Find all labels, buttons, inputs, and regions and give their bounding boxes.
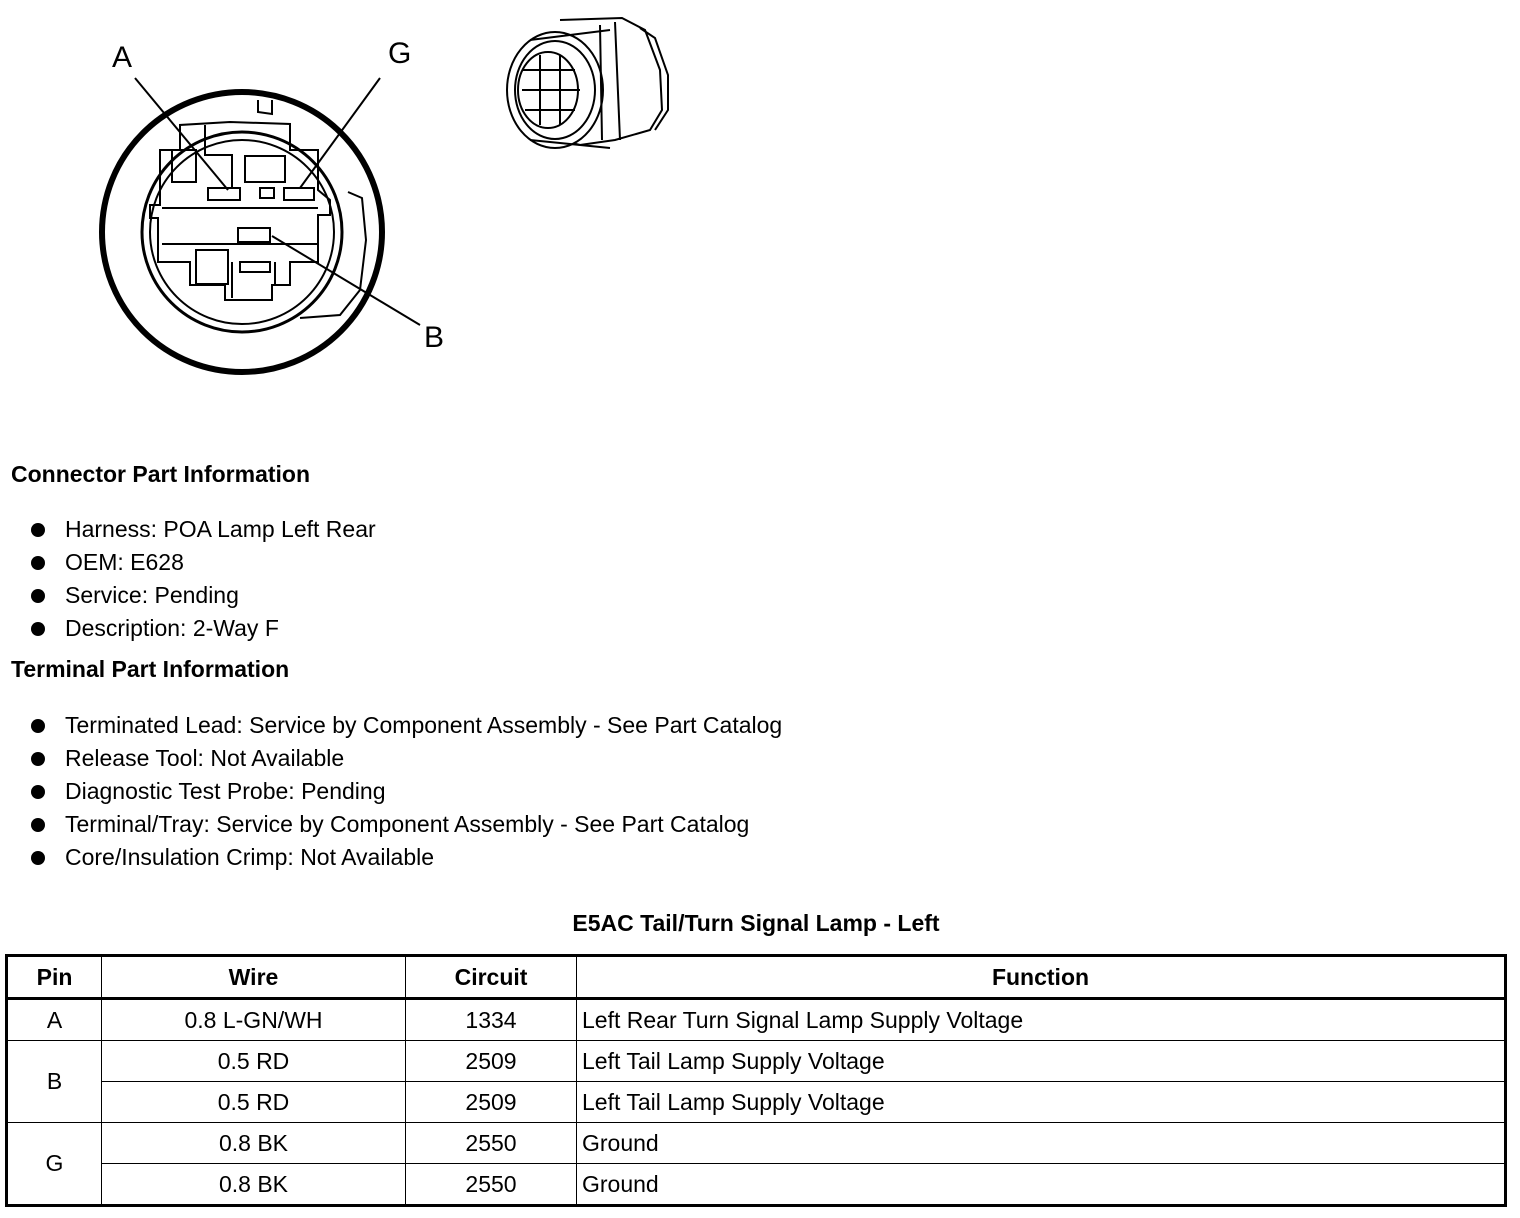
pin-label-a: A: [112, 41, 133, 74]
table-body: [7, 999, 1506, 1206]
cell-pin: G: [7, 1123, 102, 1206]
bullet-icon: [31, 818, 45, 832]
table-row: [7, 1123, 1506, 1164]
header-wire: Wire: [102, 956, 406, 999]
cell-wire: 0.8 BK: [102, 1123, 406, 1164]
cell-function: Left Tail Lamp Supply Voltage: [577, 1082, 1506, 1123]
cell-wire: 0.8 BK: [102, 1164, 406, 1206]
pin-label-b: B: [424, 321, 445, 354]
bullet-icon: [31, 523, 45, 537]
bullet-icon: [31, 785, 45, 799]
bullet-icon: [31, 752, 45, 766]
terminal-part-info-heading: Terminal Part Information: [11, 656, 290, 682]
cell-circuit: 2509: [406, 1041, 577, 1082]
list-item: [28, 742, 782, 775]
connector-face-view: [102, 78, 420, 372]
list-item-text: Terminal/Tray: Service by Component Assembly - See Part Catalog: [65, 811, 750, 837]
connector-part-info-list: [28, 513, 376, 645]
list-item-text: Harness: POA Lamp Left Rear: [65, 516, 376, 542]
header-function: Function: [577, 956, 1506, 999]
list-item: [28, 513, 376, 546]
connector-part-info-heading: Connector Part Information: [11, 461, 311, 487]
pin-label-g: G: [388, 37, 412, 70]
cell-function: Ground: [577, 1164, 1506, 1206]
table-title: E5AC Tail/Turn Signal Lamp - Left: [572, 910, 940, 936]
cell-wire: 0.5 RD: [102, 1041, 406, 1082]
cell-circuit: 2509: [406, 1082, 577, 1123]
cell-circuit: 2550: [406, 1123, 577, 1164]
list-item-text: Description: 2-Way F: [65, 615, 279, 641]
list-item: [28, 709, 782, 742]
cell-function: Left Rear Turn Signal Lamp Supply Voltage: [577, 999, 1506, 1041]
list-item: [28, 808, 782, 841]
list-item: [28, 579, 376, 612]
header-circuit: Circuit: [406, 956, 577, 999]
list-item-text: Service: Pending: [65, 582, 239, 608]
cell-circuit: 2550: [406, 1164, 577, 1206]
list-item: [28, 775, 782, 808]
bullet-icon: [31, 556, 45, 570]
connector-3d-view: [507, 18, 668, 148]
list-item-text: Terminated Lead: Service by Component Assembly - See Part Catalog: [65, 712, 783, 738]
table-row: [7, 999, 1506, 1041]
table-row: [7, 1082, 1506, 1123]
cell-function: Ground: [577, 1123, 1506, 1164]
bullet-icon: [31, 589, 45, 603]
cell-function: Left Tail Lamp Supply Voltage: [577, 1041, 1506, 1082]
bullet-icon: [31, 622, 45, 636]
pinout-table: [5, 954, 1507, 1207]
list-item-text: Core/Insulation Crimp: Not Available: [65, 844, 435, 870]
list-item: [28, 546, 376, 579]
cell-wire: 0.8 L-GN/WH: [102, 999, 406, 1041]
table-row: [7, 1164, 1506, 1206]
terminal-part-info-list: [28, 709, 782, 874]
cell-pin: A: [7, 999, 102, 1041]
bullet-icon: [31, 851, 45, 865]
cell-pin: B: [7, 1041, 102, 1123]
connector-diagram: [0, 0, 700, 420]
list-item-text: OEM: E628: [65, 549, 184, 575]
list-item: [28, 612, 376, 645]
cell-wire: 0.5 RD: [102, 1082, 406, 1123]
table-row: [7, 1041, 1506, 1082]
cell-circuit: 1334: [406, 999, 577, 1041]
list-item-text: Release Tool: Not Available: [65, 745, 345, 771]
table-header-row: [7, 956, 1506, 999]
list-item-text: Diagnostic Test Probe: Pending: [65, 778, 386, 804]
header-pin: Pin: [7, 956, 102, 999]
bullet-icon: [31, 719, 45, 733]
list-item: [28, 841, 782, 874]
